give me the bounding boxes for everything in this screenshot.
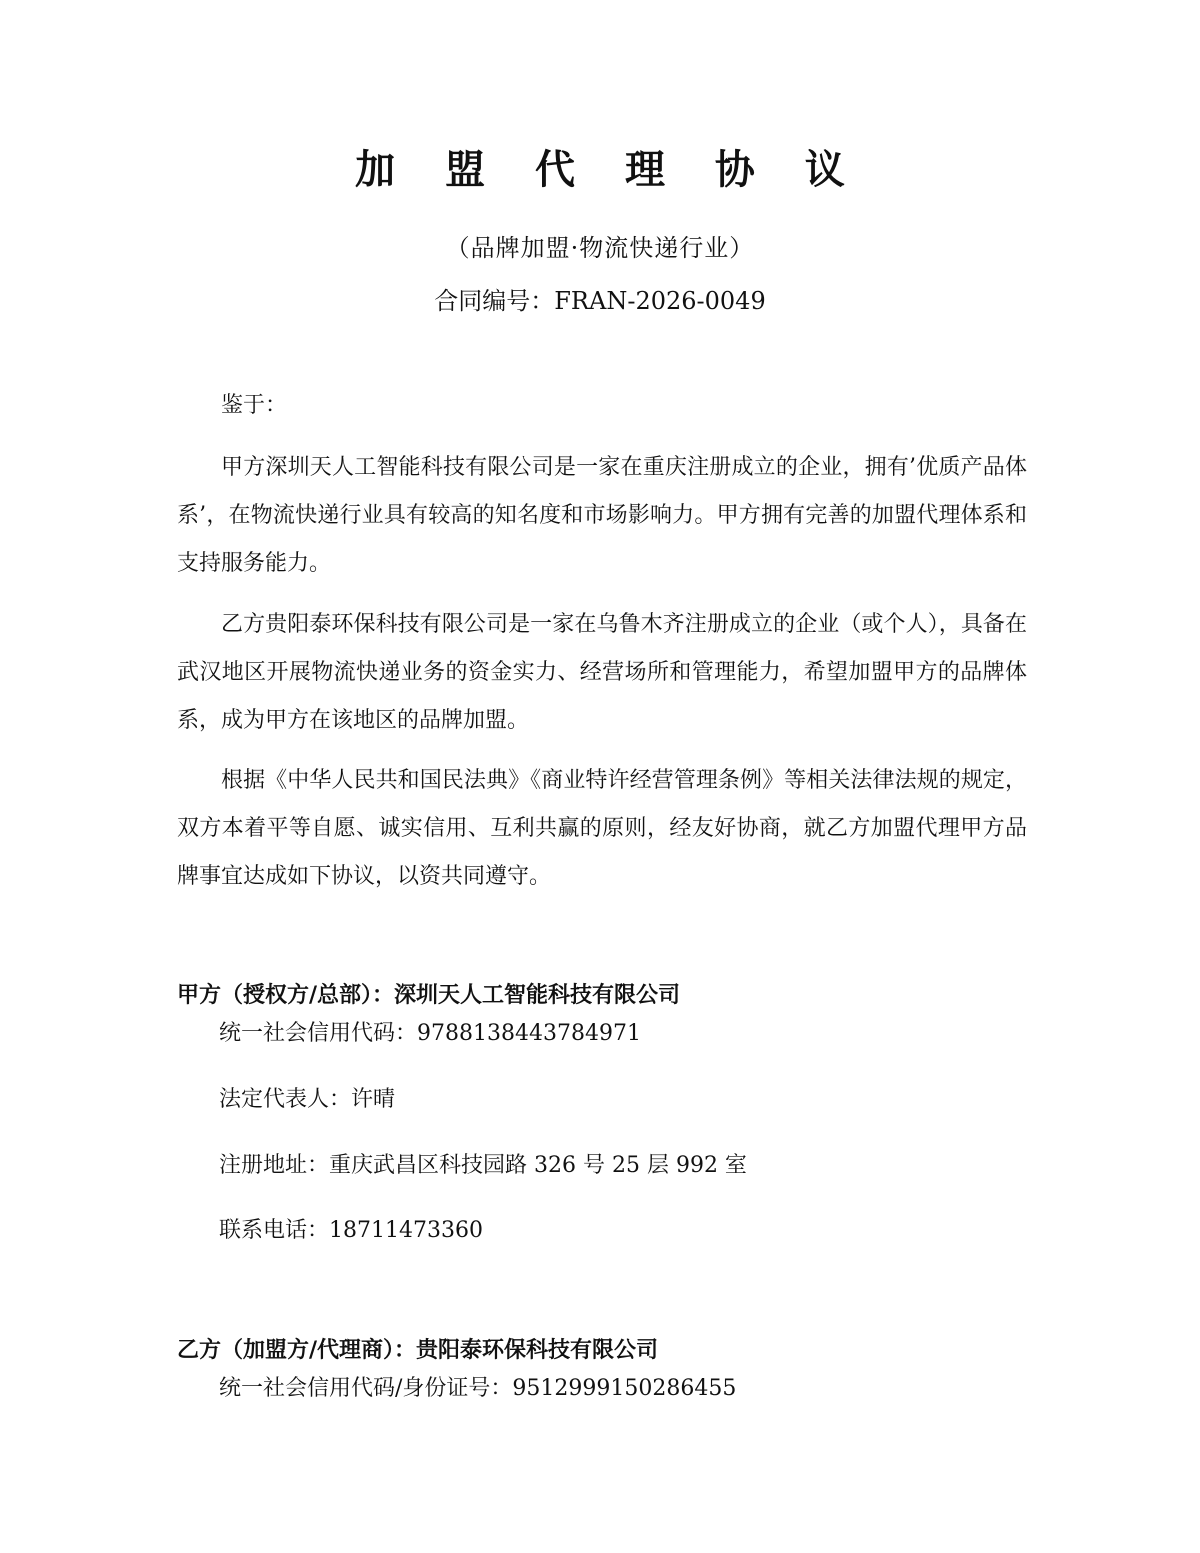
preamble-paragraph-party-b: 乙方贵阳泰环保科技有限公司是一家在乌鲁木齐注册成立的企业（或个人），具备在武汉地区开展物流快递业务的资金实力、经营场所和管理能力，希望加盟甲方的品牌体系，成为甲方在该地区的品牌加盟。 [177, 612, 1027, 733]
party-a-credit-code: 统一社会信用代码：9788138443784971 [219, 1021, 641, 1046]
contract-number: 合同编号：FRAN-2026-0049 [434, 287, 766, 315]
party-b-heading: 乙方（加盟方/代理商）：贵阳泰环保科技有限公司 [177, 1338, 659, 1363]
party-b-credit-code: 统一社会信用代码/身份证号：9512999150286455 [219, 1376, 737, 1401]
party-a-heading: 甲方（授权方/总部）：深圳天人工智能科技有限公司 [177, 983, 681, 1008]
party-a-phone: 联系电话：18711473360 [219, 1218, 483, 1243]
party-a-registered-address: 注册地址：重庆武昌区科技园路 326 号 25 层 992 室 [219, 1153, 747, 1178]
document-subtitle: （品牌加盟·物流快递行业） [445, 234, 755, 262]
preamble-paragraph-party-a: 甲方深圳天人工智能科技有限公司是一家在重庆注册成立的企业，拥有’优质产品体系’，在物流快递行业具有较高的知名度和市场影响力。甲方拥有完善的加盟代理体系和支持服务能力。 [177, 455, 1027, 576]
whereas-label: 鉴于： [221, 393, 288, 418]
preamble-paragraph-legal-basis: 根据《中华人民共和国民法典》《商业特许经营管理条例》等相关法律法规的规定，双方本着平等自愿、诚实信用、互利共赢的原则，经友好协商，就乙方加盟代理甲方品牌事宜达成如下协议，以资共同遵守。 [177, 768, 1027, 889]
document-title: 加 盟 代 理 协 议 [355, 147, 863, 193]
party-a-legal-representative: 法定代表人：许晴 [219, 1087, 396, 1112]
